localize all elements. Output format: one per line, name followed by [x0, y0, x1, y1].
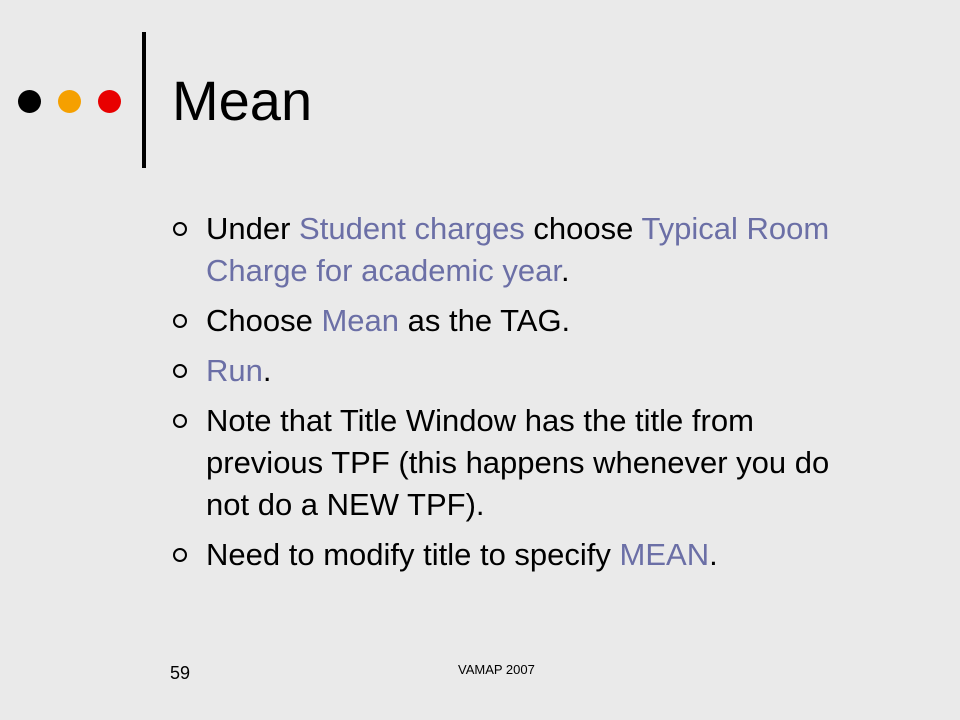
bullet-text: . — [560, 253, 570, 288]
bullet-ring-icon — [173, 548, 187, 562]
bullet-text: Choose — [206, 303, 322, 338]
highlighted-text: MEAN — [619, 537, 710, 572]
red-dot-icon — [98, 90, 121, 113]
bullet-list — [170, 208, 870, 576]
bullet-text: . — [709, 537, 718, 572]
bullet-item — [170, 400, 870, 526]
bullet-ring-icon — [173, 364, 187, 378]
bullet-text: choose — [524, 211, 642, 246]
bullet-item — [170, 350, 870, 392]
black-dot-icon — [18, 90, 41, 113]
bullet-item — [170, 208, 870, 292]
highlighted-text: Student charges — [299, 211, 525, 246]
bullet-text: Note that Title Window has the title from previous TPF (this happens whenever you do not do a NEW TPF). — [206, 403, 830, 522]
title-divider — [142, 32, 146, 168]
orange-dot-icon — [58, 90, 81, 113]
bullet-text: Need to modify title to specify — [206, 537, 620, 572]
bullet-text: . — [262, 353, 272, 388]
slide-title: Mean — [172, 69, 313, 132]
highlighted-text: Run — [206, 353, 263, 388]
bullet-ring-icon — [173, 222, 187, 236]
bullet-item — [170, 534, 870, 576]
page-number: 59 — [170, 663, 191, 683]
bullet-item — [170, 300, 870, 342]
bullet-ring-icon — [173, 314, 187, 328]
highlighted-text: Mean — [321, 303, 400, 338]
bullet-text: as the TAG. — [399, 303, 571, 338]
footer-text: VAMAP 2007 — [458, 662, 535, 677]
bullet-text: Under — [206, 211, 300, 246]
bullet-ring-icon — [173, 414, 187, 428]
decorative-dots — [18, 86, 128, 116]
highlighted-text: Typical Room Charge for academic year — [206, 211, 830, 288]
